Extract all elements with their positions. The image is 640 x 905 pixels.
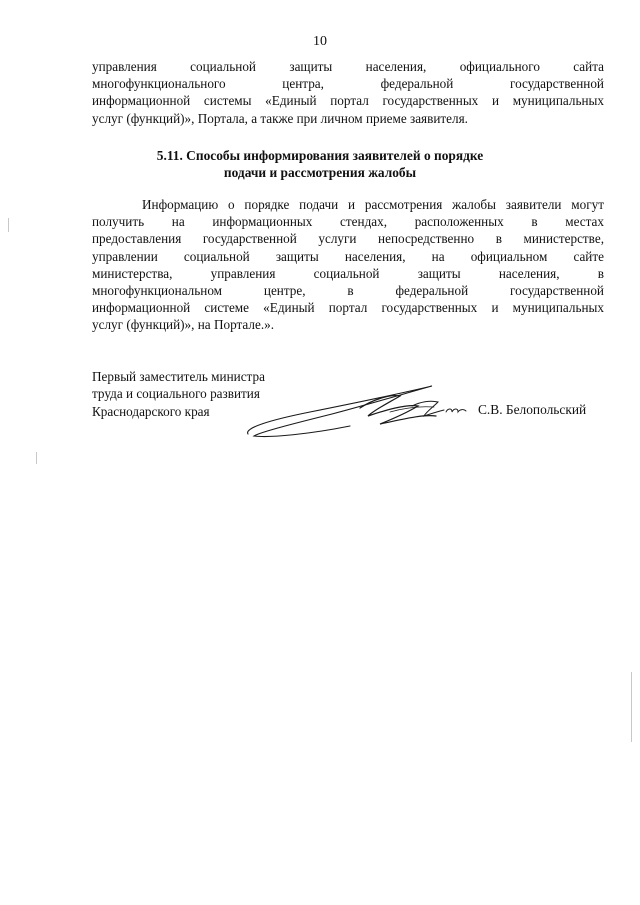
scan-margin-mark (631, 672, 632, 742)
paragraph-line: информационной системе «Единый портал государственных и муниципальных (92, 300, 604, 316)
paragraph-line: многофункционального центра, федеральной государственной (92, 76, 604, 92)
paragraph-line: предоставления государственной услуги непосредственно в министерстве, (92, 231, 604, 247)
section-heading (0, 147, 640, 181)
signatory-title (92, 368, 265, 420)
page-number: 10 (313, 34, 327, 49)
section-heading-line: подачи и рассмотрения жалобы (223, 165, 417, 181)
paragraph-line: многофункциональном центре, в федеральной государственной (92, 282, 604, 298)
paragraph-line: управлении социальной защиты населения, на официальном сайте (92, 248, 604, 264)
paragraph-continuation (92, 58, 604, 127)
handwritten-signature (240, 376, 478, 444)
signatory-title-line: Первый заместитель министра (92, 369, 265, 384)
paragraph-line: Информацию о порядке подачи и рассмотрения жалобы заявители могут (142, 197, 604, 212)
section-paragraph (92, 196, 604, 334)
signatory-title-line: Краснодарского края (92, 403, 210, 419)
signatory-title-line: труда и социального развития (92, 386, 260, 402)
scan-margin-mark (8, 218, 9, 232)
paragraph-line: услуг (функций)», Портала, а также при личном приеме заявителя. (92, 110, 468, 126)
paragraph-line: информационной системы «Единый портал государственных и муниципальных (92, 93, 604, 109)
section-heading-line: 5.11. Способы информирования заявителей о порядке (156, 148, 484, 163)
signatory-name: С.В. Белопольский (478, 402, 587, 417)
paragraph-line: получить на информационных стендах, расположенных в местах (92, 214, 604, 230)
paragraph-line: услуг (функций)», на Портале.». (92, 317, 275, 333)
paragraph-line: министерства, управления социальной защиты населения, в (92, 265, 604, 281)
scan-margin-mark (36, 452, 37, 464)
paragraph-line: управления социальной защиты населения, официального сайта (92, 59, 604, 74)
